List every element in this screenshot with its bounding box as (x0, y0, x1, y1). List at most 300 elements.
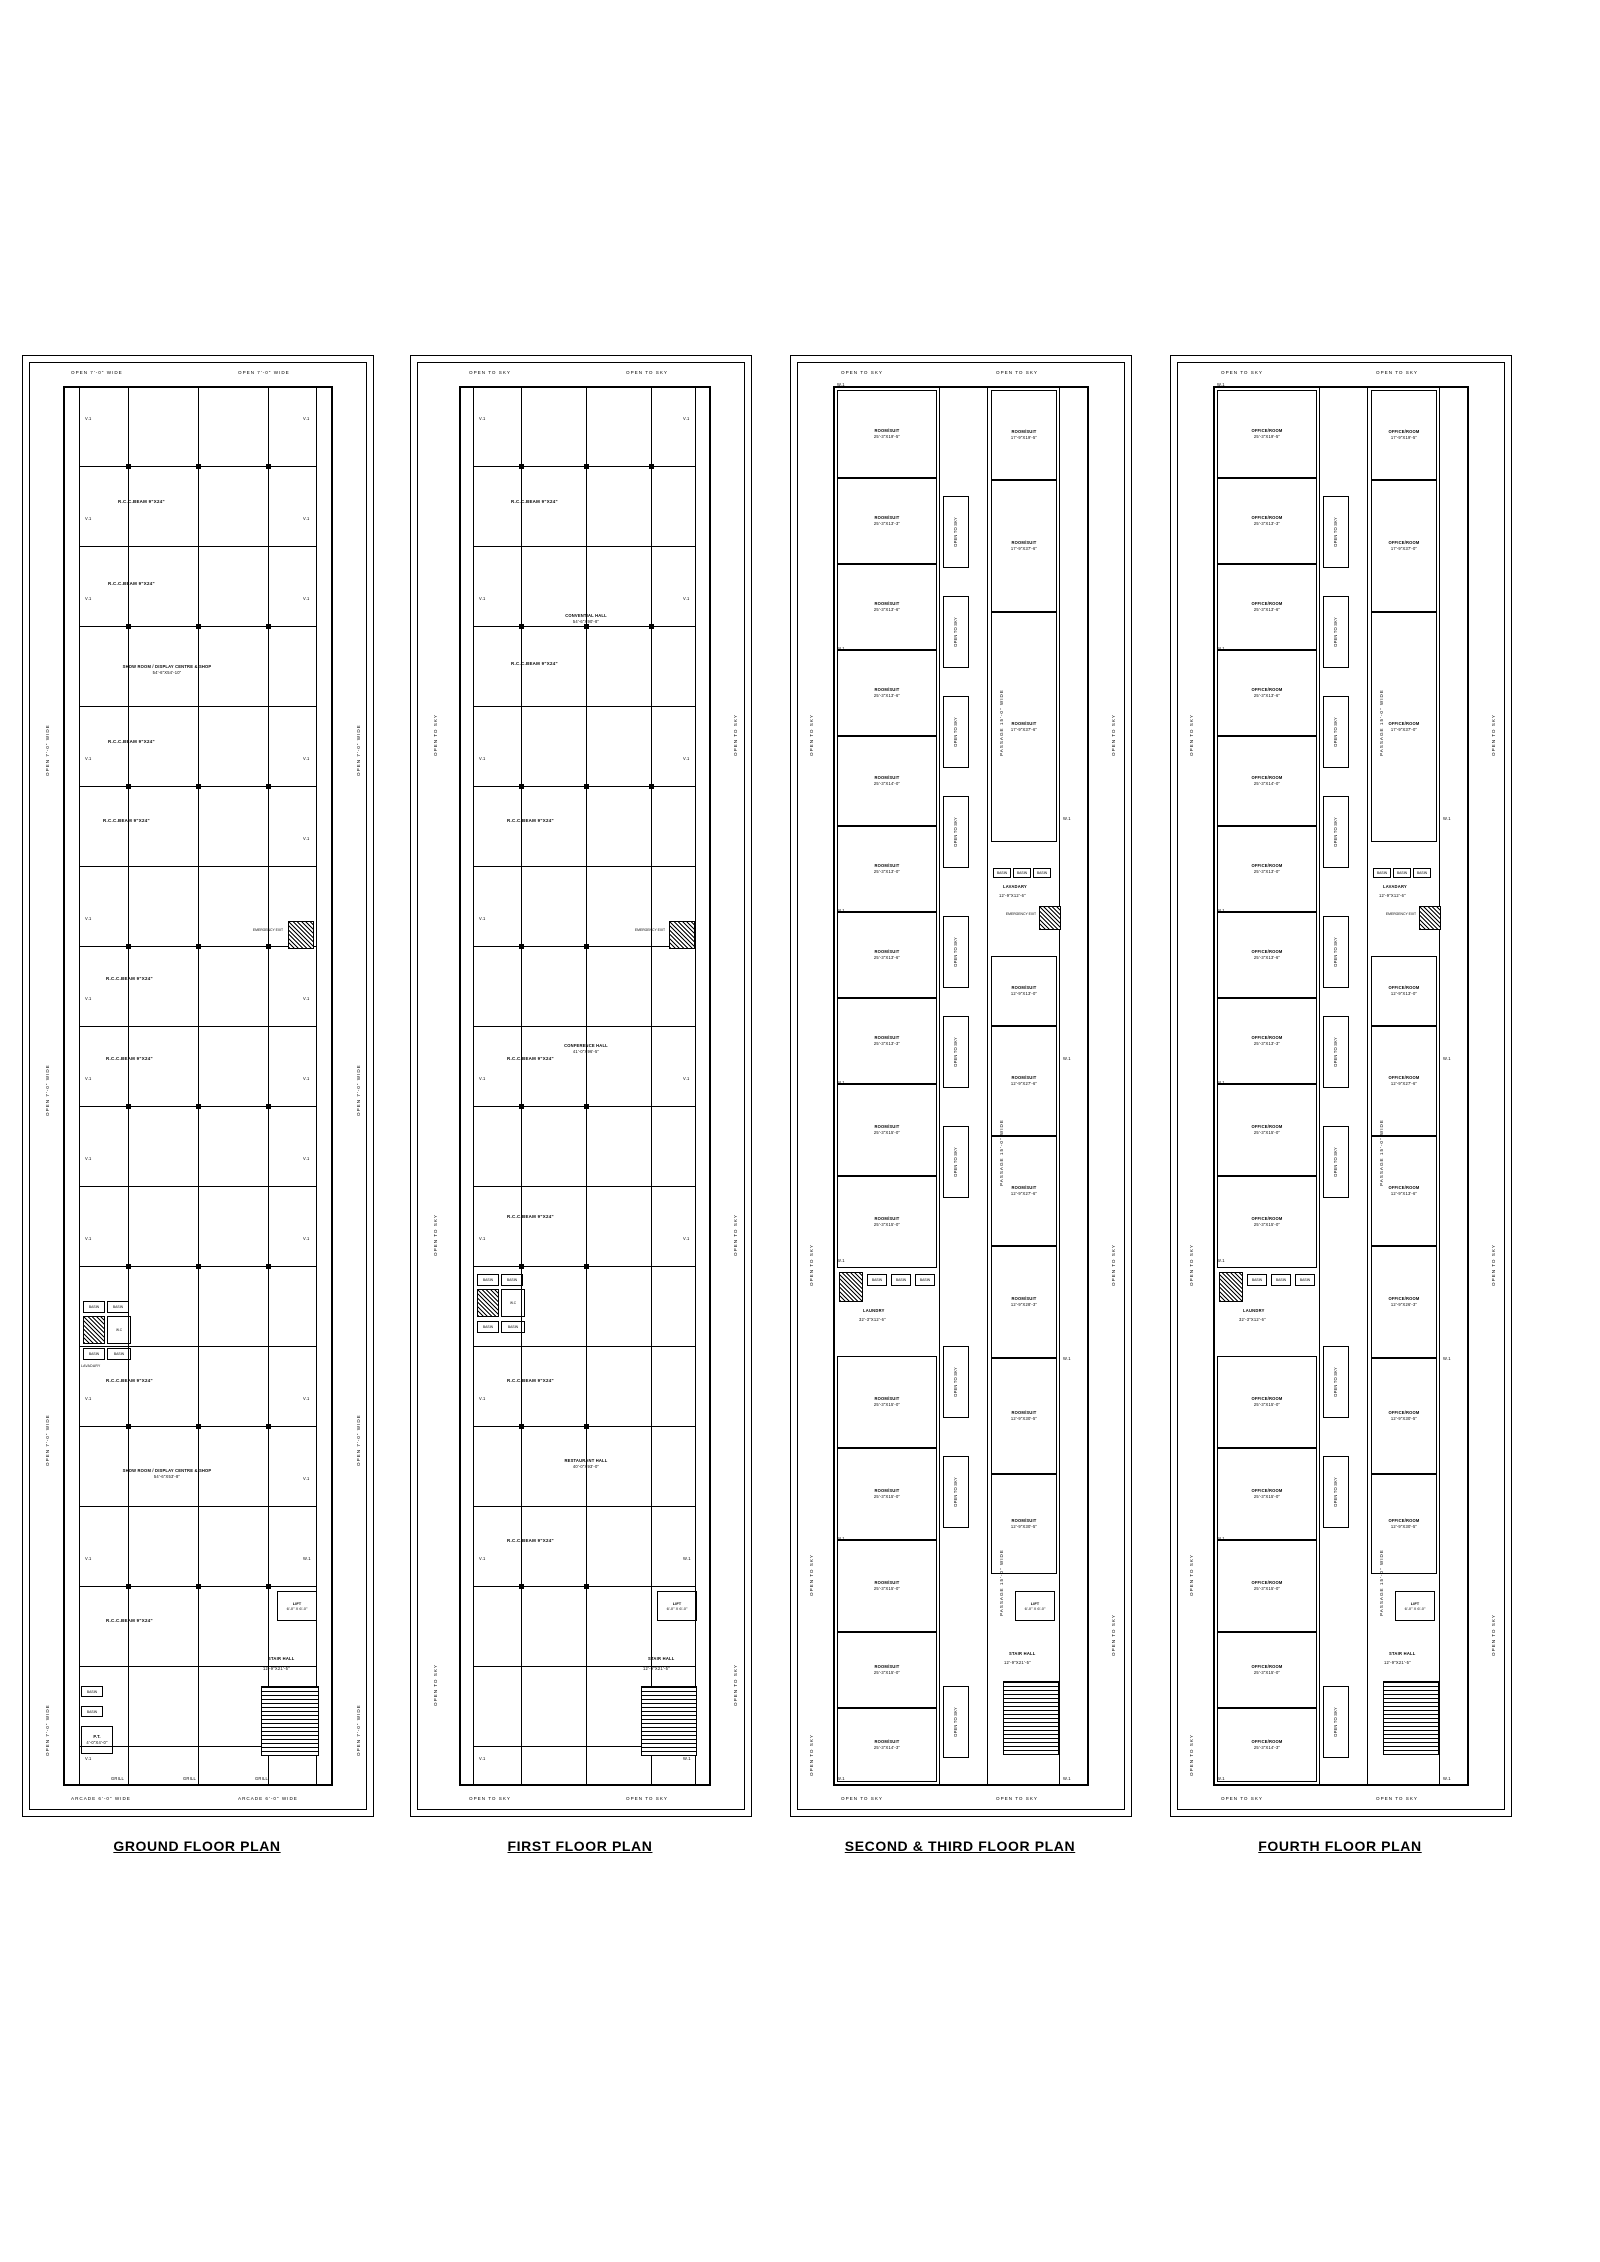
left-label: OPEN TO SKY (433, 1214, 438, 1256)
wall-tag: W.1 (1443, 1056, 1451, 1061)
open-to-sky-label: OPEN TO SKY (953, 1367, 959, 1397)
room-name: OFFICE/ROOM (1251, 428, 1283, 434)
room-size: 25'-3"X13'-6" (1253, 955, 1281, 960)
plan-first-floor (410, 355, 752, 1817)
basin-fixture: BASIN (993, 868, 1011, 878)
building-wall-bottom (459, 1784, 711, 1786)
room-size: 25'-3"X13'-3" (873, 1041, 901, 1046)
space-name: P.T. (93, 1734, 101, 1740)
room-name: ROOM/SUIT (874, 1580, 900, 1586)
space-size: 54'-6"X54'-10" (152, 670, 182, 675)
office-room (1217, 826, 1317, 912)
open-to-sky-well (1323, 1016, 1349, 1088)
column-tag: V.1 (683, 596, 690, 601)
inner-wall-right (695, 386, 696, 1786)
lift-core (657, 1591, 697, 1621)
column-tag: V.1 (303, 596, 310, 601)
room-suite (837, 736, 937, 826)
room-size: 25'-3"X15'-0" (1253, 1494, 1281, 1499)
grid-line (521, 386, 522, 1786)
room-suite (991, 1246, 1057, 1358)
room-size: 25'-3"X14'-3" (1253, 1745, 1281, 1750)
office-room (1371, 1474, 1437, 1574)
passage-label: PASSAGE 15'-0" WIDE (999, 1549, 1004, 1616)
room-name: OFFICE/ROOM (1251, 1124, 1283, 1130)
building-wall-top (833, 386, 1089, 388)
room-size: 17'-9"X37'-6" (1010, 546, 1038, 551)
room-name: ROOM/SUIT (1011, 1296, 1037, 1302)
room-name: OFFICE/ROOM (1388, 1185, 1420, 1191)
column (584, 464, 589, 469)
grid-line (586, 386, 587, 1786)
wall-tag: W.1 (837, 908, 845, 913)
room-size: 25'-3"X15'-0" (873, 1494, 901, 1499)
open-to-sky-label: OPEN TO SKY (1333, 817, 1339, 847)
beam-label: R.C.C.BEAM 9"X24" (106, 1378, 153, 1383)
room-name: OFFICE/ROOM (1388, 1410, 1420, 1416)
room-name: ROOM/SUIT (1011, 540, 1037, 546)
room-size: 25'-3"X13'-6" (1253, 693, 1281, 698)
room-size: 25'-3"X15'-0" (1253, 1222, 1281, 1227)
room-name: OFFICE/ROOM (1388, 721, 1420, 727)
bottom-label: OPEN TO SKY (996, 1796, 1038, 1801)
room-suite (837, 1356, 937, 1448)
wall-tag: W.1 (1217, 646, 1225, 651)
column-tag: V.1 (303, 516, 310, 521)
wall-tag: W.1 (1217, 382, 1225, 387)
room-name: OFFICE/ROOM (1251, 949, 1283, 955)
room-size: 25'-3"X13'-3" (1253, 1041, 1281, 1046)
open-to-sky-well (1323, 1686, 1349, 1758)
wall-tag: W.1 (1217, 908, 1225, 913)
emergency-stair (669, 921, 695, 949)
space-conventional-hall (521, 606, 651, 632)
column-tag: V.1 (303, 1396, 310, 1401)
room-suite (991, 1474, 1057, 1574)
beam-label: R.C.C.BEAM 9"X24" (103, 818, 150, 823)
column (266, 624, 271, 629)
beam-label: R.C.C.BEAM 9"X24" (507, 1538, 554, 1543)
room-name: ROOM/SUIT (1011, 1518, 1037, 1524)
left-label: OPEN TO SKY (1189, 1734, 1194, 1776)
beam-label: R.C.C.BEAM 9"X24" (106, 1618, 153, 1623)
bottom-label: OPEN TO SKY (469, 1796, 511, 1801)
left-label: OPEN TO SKY (1189, 1244, 1194, 1286)
column (126, 1264, 131, 1269)
column (584, 1584, 589, 1589)
open-to-sky-well (943, 796, 969, 868)
room-name: ROOM/SUIT (1011, 985, 1037, 991)
room-size: 12'-9"X27'-6" (1010, 1191, 1038, 1196)
column (266, 1584, 271, 1589)
column (584, 1104, 589, 1109)
room-size: 17'-9"X37'-0" (1390, 727, 1418, 732)
room-name: ROOM/SUIT (1011, 1075, 1037, 1081)
corridor-wall-right (1367, 386, 1368, 1786)
column-tag: V.1 (303, 1156, 310, 1161)
lift-size: 6'-0" X 6'-0" (286, 1606, 308, 1611)
room-name: ROOM/SUIT (874, 1216, 900, 1222)
wall-tag: W.1 (1443, 1776, 1451, 1781)
grid-line (198, 386, 199, 1786)
plan-ground-floor (22, 355, 374, 1817)
room-size: 17'-9"X19'-5" (1390, 435, 1418, 440)
basin-fixture: BASIN (477, 1274, 499, 1286)
basin-fixture: BASIN (867, 1274, 887, 1286)
inner-wall-left (473, 386, 474, 1786)
service-shaft (839, 1272, 863, 1302)
open-to-sky-label: OPEN TO SKY (953, 1477, 959, 1507)
wall-tag: W.1 (1063, 1356, 1071, 1361)
column (519, 944, 524, 949)
office-room (1217, 1448, 1317, 1540)
wall-tag: W.1 (1443, 1356, 1451, 1361)
grid-line (473, 546, 695, 547)
office-room (1217, 1176, 1317, 1268)
room-name: OFFICE/ROOM (1388, 1518, 1420, 1524)
lift-label: LIFT (1410, 1601, 1420, 1606)
column-tag: V.1 (85, 916, 92, 921)
room-size: 25'-3"X15'-0" (873, 1130, 901, 1135)
grid-line (268, 386, 269, 1786)
basin-fixture: BASIN (891, 1274, 911, 1286)
open-to-sky-label: OPEN TO SKY (1333, 1477, 1339, 1507)
space-showroom-lower (101, 1451, 233, 1497)
column (196, 1264, 201, 1269)
room-size: 12'-9"X30'-5" (1390, 1524, 1418, 1529)
lavatory-label: LAVADARY (1003, 884, 1027, 889)
office-room (1217, 1708, 1317, 1782)
space-size: 54'-6"X53'-8" (153, 1474, 181, 1479)
lift-size: 6'-0" X 6'-0" (1024, 1606, 1046, 1611)
room-size: 25'-3"X19'-5" (873, 434, 901, 439)
room-size: 17'-9"X19'-5" (1010, 435, 1038, 440)
room-size: 25'-3"X13'-3" (1253, 521, 1281, 526)
column (649, 784, 654, 789)
open-to-sky-label: OPEN TO SKY (953, 617, 959, 647)
room-size: 25'-3"X15'-0" (1253, 1586, 1281, 1591)
basin-fixture: BASIN (1247, 1274, 1267, 1286)
room-name: OFFICE/ROOM (1388, 1075, 1420, 1081)
caption-ground-floor: GROUND FLOOR PLAN (113, 1838, 281, 1854)
column (266, 1424, 271, 1429)
column (584, 1424, 589, 1429)
room-name: ROOM/SUIT (874, 1035, 900, 1041)
passage-label: PASSAGE 15'-0" WIDE (1379, 1119, 1384, 1186)
space-name: RESTAURANT HALL (564, 1458, 608, 1464)
room-name: OFFICE/ROOM (1251, 1035, 1283, 1041)
space-name: SHOW ROOM / DISPLAY CENTRE & SHOP (122, 664, 212, 670)
room-name: OFFICE/ROOM (1251, 775, 1283, 781)
open-to-sky-label: OPEN TO SKY (1333, 937, 1339, 967)
column-tag: V.1 (683, 1236, 690, 1241)
stair-flight (261, 1686, 319, 1756)
room-size: 25'-3"X15'-0" (873, 1402, 901, 1407)
room-name: ROOM/SUIT (874, 1488, 900, 1494)
open-to-sky-label: OPEN TO SKY (953, 937, 959, 967)
room-name: ROOM/SUIT (874, 687, 900, 693)
room-suite (991, 956, 1057, 1026)
room-size: 12'-9"X13'-0" (1010, 991, 1038, 996)
inner-wall-left (79, 386, 80, 1786)
room-name: OFFICE/ROOM (1251, 863, 1283, 869)
bottom-label: ARCADE 6'-0" WIDE (238, 1796, 298, 1801)
column (126, 464, 131, 469)
wall-tag: W.1 (1217, 1536, 1225, 1541)
grid-line (473, 1346, 695, 1347)
column (519, 1264, 524, 1269)
basin-fixture: BASIN (1271, 1274, 1291, 1286)
office-room (1217, 1084, 1317, 1176)
top-label: OPEN 7'-0" WIDE (238, 370, 290, 375)
grid-line (473, 866, 695, 867)
right-label: OPEN 7'-0" WIDE (356, 1414, 361, 1466)
room-name: ROOM/SUIT (874, 601, 900, 607)
building-wall-right (1087, 386, 1089, 1786)
column (519, 784, 524, 789)
room-size: 25'-3"X13'-6" (873, 607, 901, 612)
office-room (1371, 612, 1437, 842)
laundry-label: LAUNDRY (1243, 1308, 1265, 1313)
office-room (1217, 650, 1317, 736)
space-pt-room (81, 1726, 113, 1754)
bottom-label: ARCADE 6'-0" WIDE (71, 1796, 131, 1801)
room-size: 25'-3"X13'-0" (873, 869, 901, 874)
lift-core (1395, 1591, 1435, 1621)
wall-tag: W.1 (1217, 1080, 1225, 1085)
column-tag: V.1 (303, 416, 310, 421)
left-label: OPEN TO SKY (809, 1554, 814, 1596)
open-to-sky-well (1323, 1126, 1349, 1198)
room-suite (837, 390, 937, 478)
laundry-size: 32'-3"X12'-6" (1239, 1317, 1266, 1322)
column-tag: V.1 (683, 1076, 690, 1081)
column-tag: V.1 (303, 1476, 310, 1481)
office-room (1217, 1540, 1317, 1632)
wall-tag: W.1 (837, 646, 845, 651)
building-wall-right (331, 386, 333, 1786)
open-to-sky-label: OPEN TO SKY (1333, 1037, 1339, 1067)
open-to-sky-well (943, 1126, 969, 1198)
space-name: CONFERENCE HALL (564, 1043, 608, 1049)
grid-line (128, 386, 129, 1786)
office-room (1217, 390, 1317, 478)
column-tag: V.1 (85, 1756, 92, 1761)
open-to-sky-label: OPEN TO SKY (953, 1707, 959, 1737)
column-tag: V.1 (479, 416, 486, 421)
top-label: OPEN TO SKY (841, 370, 883, 375)
room-suite (837, 826, 937, 912)
building-wall-right (1467, 386, 1469, 1786)
left-label: OPEN TO SKY (809, 714, 814, 756)
column-tag: V.1 (85, 1556, 92, 1561)
space-name: SHOW ROOM / DISPLAY CENTRE & SHOP (122, 1468, 212, 1474)
room-size: 25'-3"X15'-0" (873, 1586, 901, 1591)
lavatory-size: 12'-9"X12'-6" (999, 893, 1026, 898)
passage-label: PASSAGE 15'-0" WIDE (999, 689, 1004, 756)
wall-tag: W.1 (1063, 816, 1071, 821)
wall-tag: W.1 (1063, 1056, 1071, 1061)
room-name: ROOM/SUIT (1011, 1410, 1037, 1416)
column-tag: V.1 (479, 1756, 486, 1761)
column-tag: V.1 (479, 1236, 486, 1241)
room-size: 12'-9"X26'-3" (1390, 1302, 1418, 1307)
column-tag: V.1 (85, 1396, 92, 1401)
top-label: OPEN TO SKY (996, 370, 1038, 375)
emergency-exit-label: EMERGENCY EXIT (1005, 912, 1037, 916)
room-size: 12'-9"X30'-5" (1010, 1416, 1038, 1421)
top-label: OPEN TO SKY (469, 370, 511, 375)
column (196, 624, 201, 629)
column-tag: V.1 (303, 996, 310, 1001)
room-name: ROOM/SUIT (874, 515, 900, 521)
office-room (1217, 736, 1317, 826)
room-suite (837, 1176, 937, 1268)
column-tag: V.1 (85, 1076, 92, 1081)
left-label: OPEN TO SKY (1189, 1554, 1194, 1596)
room-name: OFFICE/ROOM (1251, 687, 1283, 693)
wall-tag: W.1 (1063, 1776, 1071, 1781)
corridor-wall-left (1319, 386, 1320, 1786)
office-room (1217, 1632, 1317, 1708)
stair-hall-label: STAIR HALL (648, 1656, 675, 1661)
room-size: 25'-3"X15'-0" (1253, 1402, 1281, 1407)
room-suite (991, 390, 1057, 480)
room-name: OFFICE/ROOM (1388, 1296, 1420, 1302)
column-tag: V.1 (85, 756, 92, 761)
column-tag: V.1 (85, 516, 92, 521)
office-room (1217, 564, 1317, 650)
emergency-exit-label: EMERGENCY EXIT (634, 928, 666, 932)
wall-tag: W.1 (837, 1776, 845, 1781)
bottom-label: OPEN TO SKY (841, 1796, 883, 1801)
open-to-sky-well (1323, 916, 1349, 988)
grid-line (473, 1506, 695, 1507)
room-suite (991, 1026, 1057, 1136)
lift-core (277, 1591, 317, 1621)
column (519, 1424, 524, 1429)
room-name: ROOM/SUIT (1011, 429, 1037, 435)
right-label: OPEN TO SKY (1491, 714, 1496, 756)
open-to-sky-label: OPEN TO SKY (953, 1037, 959, 1067)
basin-fixture: BASIN (1393, 868, 1411, 878)
open-to-sky-well (943, 1346, 969, 1418)
inner-wall-right (316, 386, 317, 1786)
left-label: OPEN TO SKY (809, 1244, 814, 1286)
column (266, 464, 271, 469)
basin-fixture: BASIN (501, 1321, 525, 1333)
column-tag: V.1 (303, 836, 310, 841)
open-to-sky-well (943, 1456, 969, 1528)
room-name: OFFICE/ROOM (1251, 1580, 1283, 1586)
column-tag: V.1 (479, 1556, 486, 1561)
column (266, 944, 271, 949)
room-size: 25'-3"X13'-6" (1253, 607, 1281, 612)
space-name: CONVENTIAL HALL (565, 613, 607, 619)
left-label: OPEN TO SKY (433, 1664, 438, 1706)
space-size: 54'-6"X90'-8" (572, 619, 600, 624)
right-label: OPEN 7'-0" WIDE (356, 1064, 361, 1116)
room-name: OFFICE/ROOM (1388, 429, 1420, 435)
room-name: ROOM/SUIT (874, 1739, 900, 1745)
room-name: ROOM/SUIT (874, 775, 900, 781)
room-size: 25'-3"X19'-5" (1253, 434, 1281, 439)
room-suite (991, 1136, 1057, 1246)
wall-tag: W.1 (837, 1080, 845, 1085)
right-label: OPEN 7'-0" WIDE (356, 724, 361, 776)
column-tag: V.1 (303, 1076, 310, 1081)
right-label: OPEN TO SKY (733, 1214, 738, 1256)
room-size: 12'-9"X27'-6" (1010, 1081, 1038, 1086)
column-tag: V.1 (85, 596, 92, 601)
space-showroom-upper (101, 644, 233, 696)
column (266, 1104, 271, 1109)
grill-note: GRILL (111, 1776, 125, 1781)
basin-fixture: BASIN (107, 1301, 129, 1313)
column (196, 1584, 201, 1589)
lift-label: LIFT (292, 1601, 302, 1606)
room-name: OFFICE/ROOM (1251, 1396, 1283, 1402)
open-to-sky-label: OPEN TO SKY (953, 717, 959, 747)
room-name: OFFICE/ROOM (1251, 1488, 1283, 1494)
column-tag: V.1 (85, 996, 92, 1001)
column (196, 784, 201, 789)
basin-fixture: BASIN (83, 1301, 105, 1313)
building-wall-right (709, 386, 711, 1786)
laundry-size: 32'-3"X12'-6" (859, 1317, 886, 1322)
basin-fixture: BASIN (1013, 868, 1031, 878)
office-room (1217, 998, 1317, 1084)
column (519, 464, 524, 469)
lavatory-label: LAVADARY (1383, 884, 1407, 889)
emergency-stair (288, 921, 314, 949)
bottom-label: OPEN TO SKY (1221, 1796, 1263, 1801)
emergency-stair (1419, 906, 1441, 930)
column-tag: V.1 (85, 1236, 92, 1241)
column-tag: V.1 (479, 596, 486, 601)
room-size: 25'-3"X13'-6" (873, 693, 901, 698)
service-shaft (477, 1289, 499, 1317)
right-label: OPEN TO SKY (1111, 714, 1116, 756)
right-label: OPEN TO SKY (733, 714, 738, 756)
beam-label: R.C.C.BEAM 9"X24" (507, 1056, 554, 1061)
room-suite (837, 564, 937, 650)
open-to-sky-well (943, 1686, 969, 1758)
passage-label: PASSAGE 15'-0" WIDE (1379, 1549, 1384, 1616)
building-wall-left (63, 386, 65, 1786)
open-to-sky-label: OPEN TO SKY (1333, 1367, 1339, 1397)
wall-tag: W.1 (837, 1536, 845, 1541)
room-name: OFFICE/ROOM (1251, 1739, 1283, 1745)
toilet-room: W.C (107, 1316, 131, 1344)
open-to-sky-well (943, 916, 969, 988)
column (126, 784, 131, 789)
column-tag: V.1 (479, 1396, 486, 1401)
room-size: 12'-9"X30'-5" (1010, 1524, 1038, 1529)
basin-fixture: BASIN (83, 1348, 105, 1360)
open-to-sky-label: OPEN TO SKY (1333, 1707, 1339, 1737)
room-suite (837, 1084, 937, 1176)
right-label: OPEN TO SKY (733, 1664, 738, 1706)
lift-core (1015, 1591, 1055, 1621)
emergency-exit-label: EMERGENCY EXIT (252, 928, 284, 932)
building-wall-top (459, 386, 711, 388)
toilet-room: W.C (501, 1289, 525, 1317)
space-conference-hall (521, 1036, 651, 1062)
right-label: OPEN TO SKY (1111, 1244, 1116, 1286)
left-label: OPEN TO SKY (1189, 714, 1194, 756)
room-suite (837, 912, 937, 998)
